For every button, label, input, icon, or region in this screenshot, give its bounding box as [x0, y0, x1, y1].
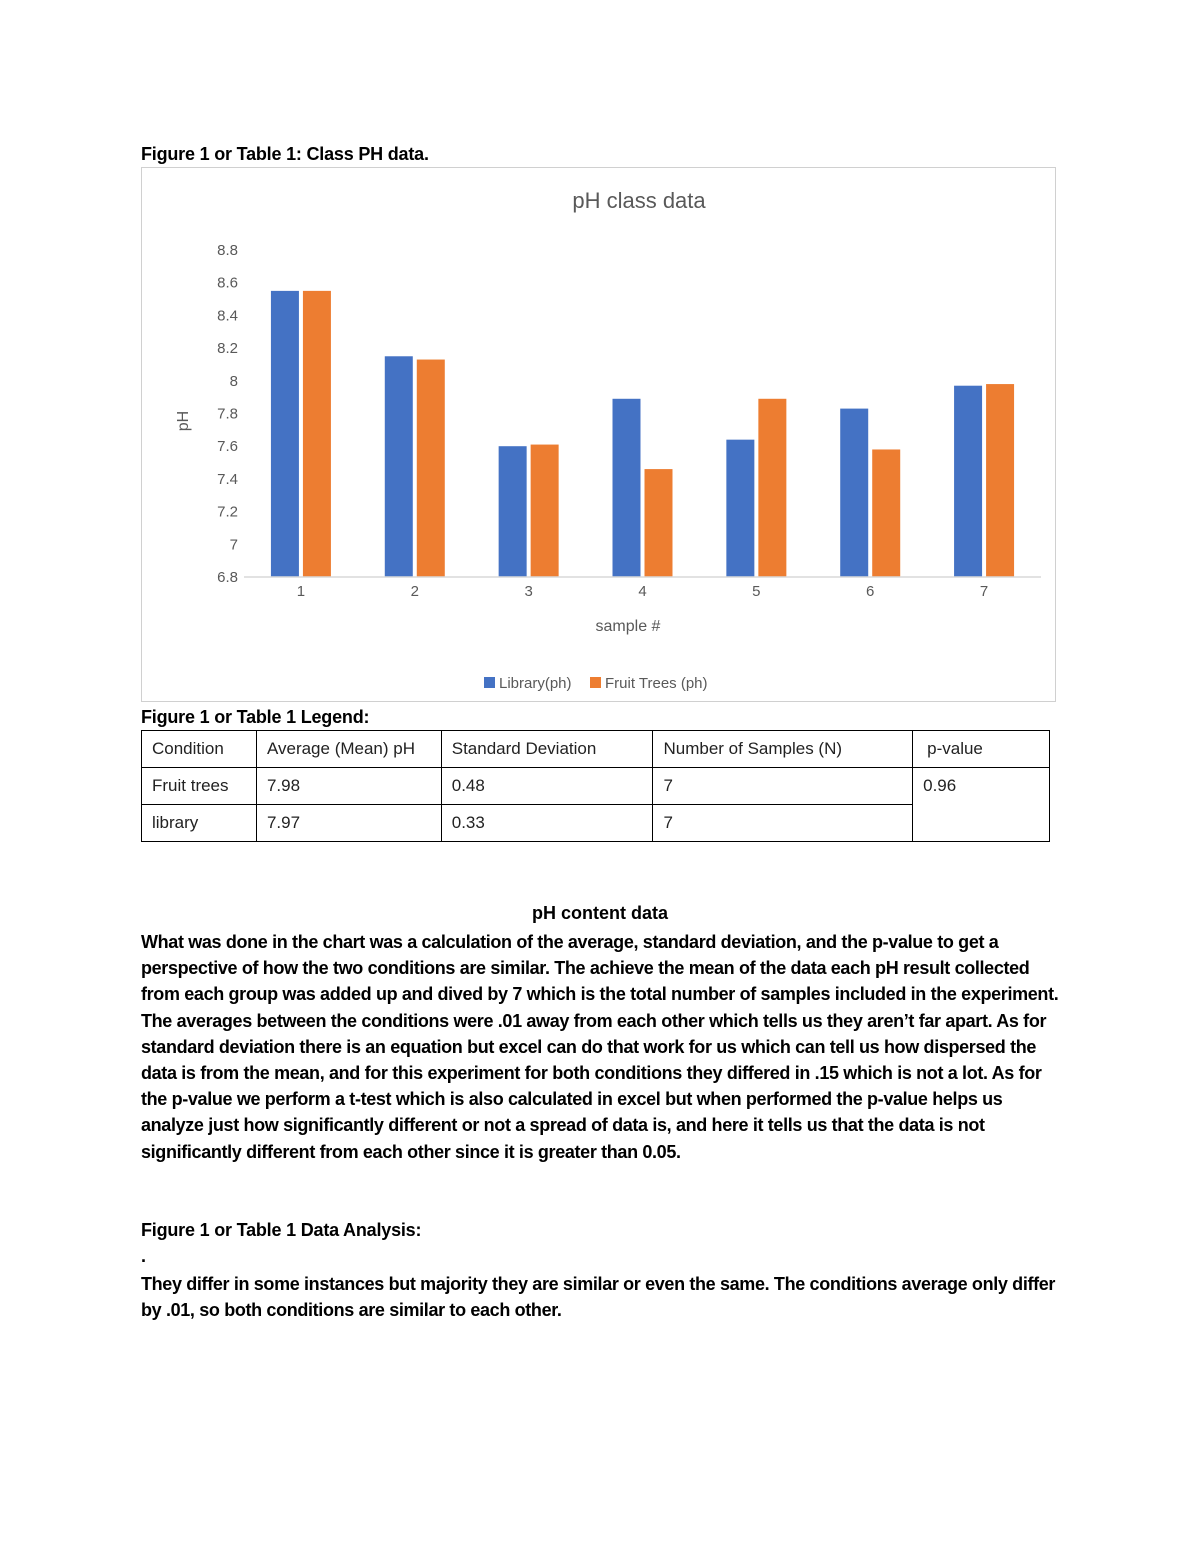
- bar-fruit-trees-3: [531, 445, 559, 577]
- bars: [271, 291, 1014, 577]
- legend-label-library: Library(ph): [499, 675, 572, 692]
- legend-heading: Figure 1 or Table 1 Legend:: [141, 707, 370, 727]
- chart-legend: [484, 675, 708, 692]
- body-paragraph: What was done in the chart was a calculation of the average, standard deviation, and the p-value to get a perspective of how the two conditions are similar. The achieve the mean of the data each pH result collected from each group was added up and dived by 7 which is the total number of samples included in the experiment. The averages between the conditions were .01 away from each other which tells us they aren’t far apart. As for standard deviation there is an equation but excel can do that work for us which can tell us how dispersed the data is from the mean, and for this experiment for both conditions they differed in .15 which is not a lot. As for the p-value we perform a t-test which is also calculated in excel but when performed the p-value helps us analyze just how significantly different or not a spread of data is, and here it tells us that the data is not significantly different from each other since it is greater than 0.05.: [141, 932, 1059, 1162]
- header-condition: Condition: [142, 731, 257, 768]
- bar-fruit-trees-7: [986, 384, 1014, 577]
- cell-condition: library: [142, 805, 257, 842]
- bar-fruit-trees-2: [417, 360, 445, 577]
- y-tick-label: 7: [229, 536, 238, 554]
- bar-library-7: [954, 386, 982, 577]
- x-axis-ticks: [297, 583, 988, 600]
- header-mean: Average (Mean) pH: [256, 731, 441, 768]
- y-tick-label: 8: [229, 372, 238, 390]
- x-tick-label: 7: [979, 583, 989, 600]
- y-tick-label: 8.6: [217, 274, 238, 292]
- x-axis-label: sample #: [595, 618, 661, 635]
- x-tick-label: 2: [410, 583, 419, 600]
- y-tick-label: 7.2: [217, 503, 238, 521]
- bar-fruit-trees-4: [645, 469, 673, 577]
- y-tick-label: 7.4: [217, 470, 238, 488]
- header-p-value: p-value: [913, 731, 1050, 768]
- bar-library-5: [726, 440, 754, 577]
- legend-swatch-library: [484, 677, 495, 688]
- y-tick-label: 8.8: [217, 242, 238, 259]
- cell-num-samples: 7: [653, 805, 913, 842]
- y-tick-label: 8.4: [217, 307, 238, 325]
- x-tick-label: 1: [296, 583, 306, 600]
- cell-mean: 7.98: [256, 768, 441, 805]
- bar-library-4: [613, 399, 641, 577]
- header-std-dev: Standard Deviation: [441, 731, 653, 768]
- y-tick-label: 7.6: [217, 438, 238, 456]
- analysis-dot: .: [141, 1246, 147, 1266]
- y-axis-label: pH: [175, 410, 192, 432]
- cell-std-dev: 0.33: [441, 805, 653, 842]
- analysis-heading: Figure 1 or Table 1 Data Analysis:: [141, 1220, 422, 1240]
- x-tick-label: 3: [524, 583, 533, 600]
- y-tick-label: 7.8: [217, 405, 238, 423]
- cell-std-dev: 0.48: [441, 768, 653, 805]
- cell-num-samples: 7: [653, 768, 913, 805]
- bar-library-1: [271, 291, 299, 577]
- legend-swatch-fruit-trees: [590, 677, 601, 688]
- bar-library-2: [385, 356, 413, 577]
- bar-fruit-trees-5: [758, 399, 786, 577]
- table-header-row: [142, 731, 1050, 768]
- chart-container: [141, 167, 1056, 702]
- bar-library-3: [499, 446, 527, 577]
- stats-table: [141, 730, 1050, 842]
- ph-bar-chart: [142, 168, 1055, 701]
- y-axis-ticks: [217, 242, 238, 586]
- cell-p-value: 0.96: [913, 768, 1050, 842]
- y-tick-label: 8.2: [217, 340, 238, 358]
- analysis-paragraph: They differ in some instances but majority they are similar or even the same. The conditions average only differ by .01, so both conditions are similar to each other.: [141, 1274, 1056, 1321]
- bar-fruit-trees-1: [303, 291, 331, 577]
- header-num-samples: Number of Samples (N): [653, 731, 913, 768]
- bar-fruit-trees-6: [872, 449, 900, 577]
- chart-title: pH class data: [572, 188, 706, 213]
- x-tick-label: 5: [752, 583, 761, 600]
- section-title: pH content data: [531, 903, 668, 923]
- cell-mean: 7.97: [256, 805, 441, 842]
- bar-library-6: [840, 409, 868, 577]
- legend-label-fruit-trees: Fruit Trees (ph): [605, 675, 708, 692]
- figure-heading: Figure 1 or Table 1: Class PH data.: [141, 144, 429, 164]
- x-tick-label: 4: [638, 583, 647, 600]
- y-tick-label: 6.8: [217, 569, 238, 586]
- table-row: [142, 768, 1050, 805]
- x-tick-label: 6: [866, 583, 875, 600]
- cell-condition: Fruit trees: [142, 768, 257, 805]
